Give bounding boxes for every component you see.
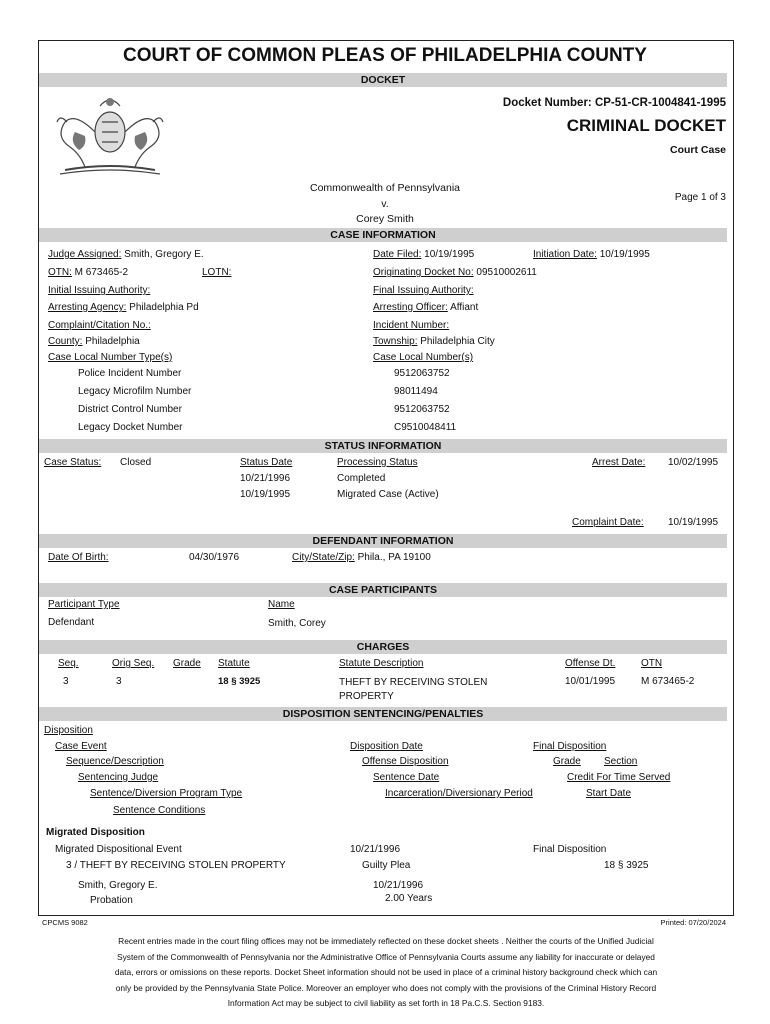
disclaimer-line: System of the Commonwealth of Pennsylvania nor the Administrative Office of Pennsylvania Courts assume any liability for inaccurate or delayed: [117, 951, 655, 962]
charge-orig-seq: 3: [116, 676, 122, 687]
sentencing-judge-value: Smith, Gregory E.: [78, 880, 158, 891]
case-status-value: Closed: [120, 457, 152, 468]
disposition-bar: DISPOSITION SENTENCING/PENALTIES: [39, 707, 727, 721]
processing-status: Migrated Case (Active): [337, 489, 439, 500]
sentence-date-header: Sentence Date: [373, 772, 440, 783]
sentence-date-value: 10/21/1996: [373, 880, 424, 891]
credit-time-header: Credit For Time Served: [567, 772, 671, 783]
local-type: Legacy Microfilm Number: [78, 386, 192, 397]
disposition-section: 18 § 3925: [604, 860, 649, 871]
dispositional-event: Migrated Dispositional Event: [55, 844, 182, 855]
charge-otn: M 673465-2: [641, 676, 695, 687]
township-row: Township: Philadelphia City: [373, 336, 495, 347]
dispositional-event-date: 10/21/1996: [350, 844, 401, 855]
grade-label: Grade: [173, 658, 201, 669]
disposition-date-header: Disposition Date: [350, 741, 423, 752]
disclaimer-line: Recent entries made in the court filing offices may not be immediately reflected on these docket sheets . Neither the courts of the Unified Judicial: [118, 936, 654, 946]
local-numbers-label: Case Local Number(s): [373, 352, 474, 363]
status-date: 10/21/1996: [240, 473, 291, 484]
local-type: Legacy Docket Number: [78, 422, 183, 433]
docket-type: CRIMINAL DOCKET: [566, 116, 726, 135]
docket-number: Docket Number: CP-51-CR-1004841-1995: [502, 97, 726, 109]
program-type-value: Probation: [90, 895, 133, 906]
judge-row: Judge Assigned: Smith, Gregory E.: [48, 249, 204, 260]
participant-name-label: Name: [268, 599, 295, 610]
sequence-description-header: Sequence/Description: [66, 756, 164, 767]
case-kind: Court Case: [669, 144, 726, 156]
disposition-charge: 3 / THEFT BY RECEIVING STOLEN PROPERTY: [66, 860, 286, 871]
local-number: 9512063752: [394, 404, 450, 415]
case-participants-bar: CASE PARTICIPANTS: [39, 583, 727, 597]
charge-description-2: PROPERTY: [339, 691, 394, 702]
status-information-bar: STATUS INFORMATION: [39, 439, 727, 453]
seq-label: Seq.: [58, 658, 79, 669]
page-indicator: Page 1 of 3: [674, 192, 726, 203]
dob-value: 04/30/1976: [189, 552, 240, 563]
caption-versus: v.: [381, 198, 389, 210]
incarceration-period-value: 2.00 Years: [385, 893, 433, 904]
incident-number-label: Incident Number:: [373, 320, 450, 331]
disclaimer-line: Information Act may be subject to civil liability as set forth in 18 Pa.C.S. Section 9183.: [227, 998, 545, 1008]
date-filed-row: Date Filed: 10/19/1995: [373, 249, 475, 260]
local-number: 9512063752: [394, 368, 450, 379]
initiation-row: Initiation Date: 10/19/1995: [533, 249, 650, 260]
sentencing-judge-header: Sentencing Judge: [78, 772, 159, 783]
local-number: C9510048411: [394, 422, 457, 433]
county-row: County: Philadelphia: [48, 336, 140, 347]
otn-row: OTN: M 673465-2: [48, 267, 129, 278]
charge-otn-label: OTN: [641, 658, 663, 669]
complaint-number-label: Complaint/Citation No.:: [48, 320, 151, 331]
complaint-date-value: 10/19/1995: [668, 517, 719, 528]
case-status-label: Case Status:: [44, 457, 102, 468]
incarceration-header: Incarceration/Diversionary Period: [385, 788, 533, 799]
arresting-officer-row: Arresting Officer: Affiant: [373, 302, 479, 313]
printed-date: Printed: 07/20/2024: [660, 918, 726, 927]
status-date: 10/19/1995: [240, 489, 291, 500]
charge-seq: 3: [63, 676, 69, 687]
local-type: Police Incident Number: [78, 368, 182, 379]
court-title: COURT OF COMMON PLEAS OF PHILADELPHIA COUNTY: [123, 45, 647, 66]
sentence-conditions-header: Sentence Conditions: [113, 805, 206, 816]
docket-bar: DOCKET: [39, 73, 727, 87]
offense-disposition-header: Offense Disposition: [362, 756, 449, 767]
statute-description-label: Statute Description: [339, 658, 424, 669]
disposition-header: Disposition: [44, 725, 93, 736]
charge-statute: 18 § 3925: [218, 676, 261, 687]
migrated-disposition-title: Migrated Disposition: [46, 827, 145, 838]
case-event-header: Case Event: [55, 741, 107, 752]
status-date-label: Status Date: [240, 457, 293, 468]
pennsylvania-seal-icon: [45, 92, 175, 178]
grade-header: Grade: [553, 756, 581, 767]
participant-name: Smith, Corey: [268, 618, 326, 629]
offense-disposition-value: Guilty Plea: [362, 860, 411, 871]
processing-status-label: Processing Status: [337, 457, 418, 468]
start-date-header: Start Date: [586, 788, 632, 799]
disclaimer-line: data, errors or omissions on these reports. Docket Sheet information should not be used in place of a criminal history background check which can: [114, 967, 658, 977]
dob-label: Date Of Birth:: [48, 552, 109, 563]
offense-date-label: Offense Dt.: [565, 658, 616, 669]
processing-status: Completed: [337, 473, 386, 484]
arrest-date-label: Arrest Date:: [592, 457, 646, 468]
initial-authority-label: Initial Issuing Authority:: [48, 285, 151, 296]
section-header: Section: [604, 756, 638, 767]
final-disposition-header: Final Disposition: [533, 741, 607, 752]
disclaimer-line: only be provided by the Pennsylvania State Police. Moreover an employer who does not comply with the provisions of the Criminal History Record: [115, 982, 657, 993]
caption-plaintiff: Commonwealth of Pennsylvania: [310, 182, 460, 194]
charge-description-1: THEFT BY RECEIVING STOLEN: [339, 677, 488, 688]
disclaimer: [86, 934, 686, 1012]
charge-offense-date: 10/01/1995: [565, 676, 616, 687]
orig-seq-label: Orig Seq.: [112, 658, 155, 669]
charges-bar: CHARGES: [39, 640, 727, 654]
program-type-header: Sentence/Diversion Program Type: [90, 788, 243, 799]
defendant-information-bar: DEFENDANT INFORMATION: [39, 534, 727, 548]
statute-label: Statute: [218, 658, 250, 669]
local-type: District Control Number: [78, 404, 182, 415]
local-number: 98011494: [394, 386, 438, 397]
arrest-date-value: 10/02/1995: [668, 457, 719, 468]
final-disposition-value: Final Disposition: [533, 844, 607, 855]
complaint-date-label: Complaint Date:: [572, 517, 644, 528]
city-state-zip-row: City/State/Zip: Phila., PA 19100: [292, 552, 431, 563]
final-authority-label: Final Issuing Authority:: [373, 285, 474, 296]
arresting-agency-row: Arresting Agency: Philadelphia Pd: [48, 302, 199, 313]
participant-type-label: Participant Type: [48, 599, 120, 610]
form-number: CPCMS 9082: [42, 918, 88, 927]
local-types-label: Case Local Number Type(s): [48, 352, 173, 363]
originating-docket-row: Originating Docket No: 09510002611: [373, 267, 537, 278]
lotn-label: LOTN:: [202, 267, 232, 278]
case-information-bar: CASE INFORMATION: [39, 228, 727, 242]
participant-type: Defendant: [48, 617, 95, 628]
caption-defendant: Corey Smith: [356, 213, 414, 225]
